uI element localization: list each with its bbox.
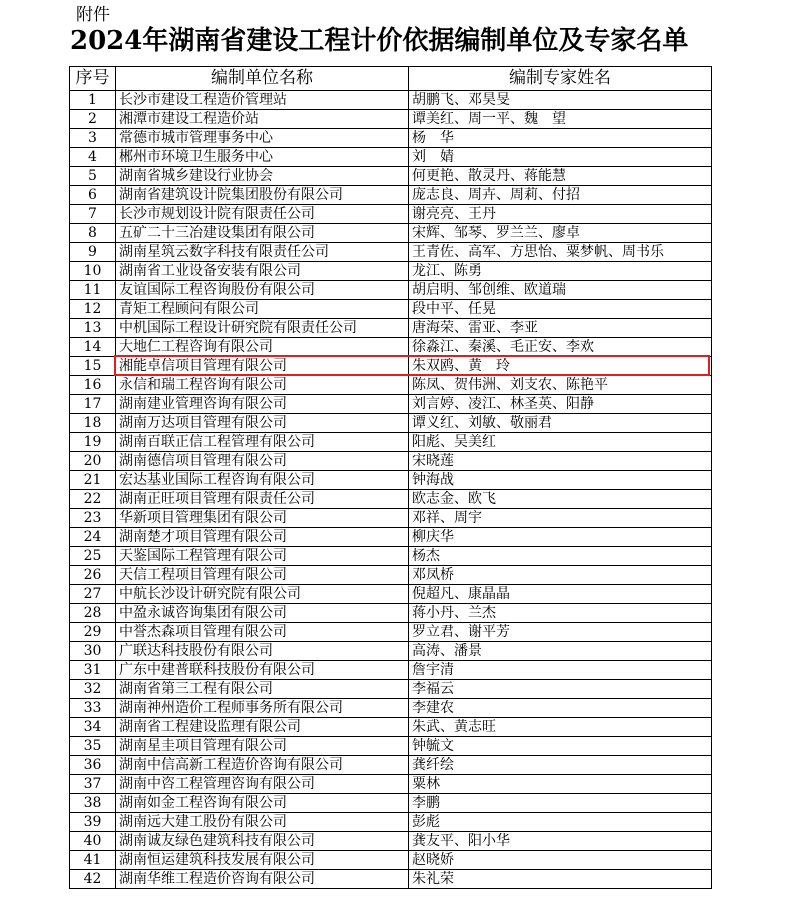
expert-names-cell: 阳彪、吴美红	[409, 433, 712, 452]
expert-names-cell: 刘 婧	[409, 148, 712, 167]
serial-number-cell: 37	[70, 775, 116, 794]
table-row	[70, 604, 712, 623]
unit-name-cell: 友谊国际工程咨询股份有限公司	[116, 281, 409, 300]
serial-number-cell: 6	[70, 186, 116, 205]
unit-name-cell: 湘潭市建设工程造价站	[116, 110, 409, 129]
serial-number-cell: 9	[70, 243, 116, 262]
expert-names-cell: 杨杰	[409, 547, 712, 566]
table-row	[70, 452, 712, 471]
table-row	[70, 376, 712, 395]
serial-number-cell: 16	[70, 376, 116, 395]
serial-number-cell: 11	[70, 281, 116, 300]
table-row	[70, 129, 712, 148]
expert-names-cell: 彭彪	[409, 813, 712, 832]
expert-names-cell: 欧志金、欧飞	[409, 490, 712, 509]
expert-names-cell: 宋辉、邹琴、罗兰兰、廖卓	[409, 224, 712, 243]
expert-names-cell: 陈凤、贺伟洲、刘支农、陈艳平	[409, 376, 712, 395]
unit-name-cell: 湖南省建筑设计院集团股份有限公司	[116, 186, 409, 205]
expert-names-cell: 杨 华	[409, 129, 712, 148]
serial-number-cell: 4	[70, 148, 116, 167]
table-row	[70, 338, 712, 357]
serial-number-cell: 30	[70, 642, 116, 661]
serial-number-cell: 2	[70, 110, 116, 129]
expert-names-cell: 谢亮亮、王丹	[409, 205, 712, 224]
unit-name-cell: 湖南百联正信工程管理有限公司	[116, 433, 409, 452]
serial-number-cell: 38	[70, 794, 116, 813]
serial-number-cell: 15	[70, 357, 116, 376]
expert-names-cell: 刘言婷、凌江、林圣英、阳静	[409, 395, 712, 414]
unit-name-cell: 湖南省工业设备安装有限公司	[116, 262, 409, 281]
expert-names-cell: 唐海荣、雷亚、李亚	[409, 319, 712, 338]
serial-number-cell: 1	[70, 91, 116, 110]
table-row	[70, 148, 712, 167]
table-row	[70, 357, 712, 376]
unit-name-cell: 湖南省城乡建设行业协会	[116, 167, 409, 186]
expert-names-cell: 朱双鸥、黄 玲	[409, 357, 712, 376]
expert-names-cell: 李建农	[409, 699, 712, 718]
expert-names-cell: 何更艳、散灵丹、蒋能慧	[409, 167, 712, 186]
unit-name-cell: 华新项目管理集团有限公司	[116, 509, 409, 528]
table-row	[70, 490, 712, 509]
table-row	[70, 623, 712, 642]
table-header-row	[70, 67, 712, 91]
unit-name-cell: 广联达科技股份有限公司	[116, 642, 409, 661]
table-row	[70, 433, 712, 452]
unit-name-cell: 中航长沙设计研究院有限公司	[116, 585, 409, 604]
unit-name-cell: 宏达基业国际工程咨询有限公司	[116, 471, 409, 490]
table-row	[70, 737, 712, 756]
expert-names-cell: 钟毓文	[409, 737, 712, 756]
table-row	[70, 870, 712, 889]
serial-number-cell: 14	[70, 338, 116, 357]
expert-list-table	[69, 66, 712, 889]
unit-name-cell: 天鉴国际工程管理有限公司	[116, 547, 409, 566]
table-row	[70, 718, 712, 737]
expert-names-cell: 李福云	[409, 680, 712, 699]
table-row	[70, 91, 712, 110]
unit-name-cell: 湖南省第三工程有限公司	[116, 680, 409, 699]
unit-name-cell: 湖南星圭项目管理有限公司	[116, 737, 409, 756]
unit-name-cell: 湖南华维工程造价咨询有限公司	[116, 870, 409, 889]
table-row	[70, 585, 712, 604]
expert-names-cell: 龚友平、阳小华	[409, 832, 712, 851]
attachment-label: 附件	[76, 5, 110, 25]
serial-number-cell: 24	[70, 528, 116, 547]
serial-number-cell: 10	[70, 262, 116, 281]
expert-names-cell: 龚纤绘	[409, 756, 712, 775]
unit-name-cell: 中誉杰森项目管理有限公司	[116, 623, 409, 642]
serial-number-cell: 39	[70, 813, 116, 832]
serial-number-cell: 22	[70, 490, 116, 509]
unit-name-cell: 湖南星筑云数字科技有限责任公司	[116, 243, 409, 262]
table-row	[70, 509, 712, 528]
serial-number-cell: 40	[70, 832, 116, 851]
unit-name-cell: 中盈永诚咨询集团有限公司	[116, 604, 409, 623]
table-row	[70, 186, 712, 205]
unit-name-cell: 长沙市规划设计院有限责任公司	[116, 205, 409, 224]
unit-name-cell: 长沙市建设工程造价管理站	[116, 91, 409, 110]
unit-name-cell: 青矩工程顾问有限公司	[116, 300, 409, 319]
serial-number-cell: 3	[70, 129, 116, 148]
unit-name-cell: 湖南德信项目管理有限公司	[116, 452, 409, 471]
table-body	[70, 91, 712, 889]
expert-names-cell: 蒋小丹、兰杰	[409, 604, 712, 623]
expert-names-cell: 龙江、陈勇	[409, 262, 712, 281]
header-expert-names: 编制专家姓名	[409, 67, 712, 91]
unit-name-cell: 郴州市环境卫生服务中心	[116, 148, 409, 167]
serial-number-cell: 23	[70, 509, 116, 528]
table-row	[70, 319, 712, 338]
unit-name-cell: 湖南中信高新工程造价咨询有限公司	[116, 756, 409, 775]
expert-names-cell: 李鹏	[409, 794, 712, 813]
expert-names-cell: 王青佐、高军、方思怡、粟梦帆、周书乐	[409, 243, 712, 262]
unit-name-cell: 湖南神州造价工程师事务所有限公司	[116, 699, 409, 718]
unit-name-cell: 湖南省工程建设监理有限公司	[116, 718, 409, 737]
serial-number-cell: 25	[70, 547, 116, 566]
table-row	[70, 528, 712, 547]
table-row	[70, 471, 712, 490]
table-row	[70, 262, 712, 281]
table-row	[70, 414, 712, 433]
unit-name-cell: 天信工程项目管理有限公司	[116, 566, 409, 585]
serial-number-cell: 34	[70, 718, 116, 737]
serial-number-cell: 33	[70, 699, 116, 718]
unit-name-cell: 湖南中咨工程管理咨询有限公司	[116, 775, 409, 794]
serial-number-cell: 41	[70, 851, 116, 870]
unit-name-cell: 中机国际工程设计研究院有限责任公司	[116, 319, 409, 338]
table-row	[70, 851, 712, 870]
expert-names-cell: 段中平、任晃	[409, 300, 712, 319]
expert-names-cell: 邓凤桥	[409, 566, 712, 585]
unit-name-cell: 常德市城市管理事务中心	[116, 129, 409, 148]
serial-number-cell: 18	[70, 414, 116, 433]
unit-name-cell: 湖南远大建工股份有限公司	[116, 813, 409, 832]
unit-name-cell: 湖南诚友绿色建筑科技有限公司	[116, 832, 409, 851]
expert-names-cell: 徐淼江、秦溪、毛正安、李欢	[409, 338, 712, 357]
expert-names-cell: 罗立君、谢平芳	[409, 623, 712, 642]
expert-names-cell: 柳庆华	[409, 528, 712, 547]
table-row	[70, 794, 712, 813]
unit-name-cell: 湖南如金工程咨询有限公司	[116, 794, 409, 813]
table-row	[70, 642, 712, 661]
serial-number-cell: 28	[70, 604, 116, 623]
header-unit-name: 编制单位名称	[116, 67, 409, 91]
table-row	[70, 661, 712, 680]
table-row	[70, 699, 712, 718]
serial-number-cell: 27	[70, 585, 116, 604]
unit-name-cell: 湘能卓信项目管理有限公司	[116, 357, 409, 376]
serial-number-cell: 20	[70, 452, 116, 471]
serial-number-cell: 12	[70, 300, 116, 319]
table-row	[70, 832, 712, 851]
serial-number-cell: 8	[70, 224, 116, 243]
table-row	[70, 756, 712, 775]
table-row	[70, 243, 712, 262]
serial-number-cell: 26	[70, 566, 116, 585]
table-row	[70, 300, 712, 319]
unit-name-cell: 广东中建普联科技股份有限公司	[116, 661, 409, 680]
unit-name-cell: 五矿二十三冶建设集团有限公司	[116, 224, 409, 243]
serial-number-cell: 21	[70, 471, 116, 490]
serial-number-cell: 17	[70, 395, 116, 414]
expert-names-cell: 倪超凡、康晶晶	[409, 585, 712, 604]
expert-names-cell: 朱武、黄志旺	[409, 718, 712, 737]
serial-number-cell: 29	[70, 623, 116, 642]
unit-name-cell: 湖南正旺项目管理有限责任公司	[116, 490, 409, 509]
unit-name-cell: 湖南恒运建筑科技发展有限公司	[116, 851, 409, 870]
expert-names-cell: 钟海战	[409, 471, 712, 490]
table-row	[70, 205, 712, 224]
unit-name-cell: 大地仁工程咨询有限公司	[116, 338, 409, 357]
table-row	[70, 281, 712, 300]
expert-names-cell: 邓祥、周宇	[409, 509, 712, 528]
serial-number-cell: 35	[70, 737, 116, 756]
table-row	[70, 813, 712, 832]
serial-number-cell: 31	[70, 661, 116, 680]
table-row	[70, 395, 712, 414]
serial-number-cell: 42	[70, 870, 116, 889]
table-row	[70, 110, 712, 129]
unit-name-cell: 湖南万达项目管理有限公司	[116, 414, 409, 433]
expert-names-cell: 庞志良、周卉、周莉、付招	[409, 186, 712, 205]
unit-name-cell: 永信和瑞工程咨询有限公司	[116, 376, 409, 395]
unit-name-cell: 湖南建业管理咨询有限公司	[116, 395, 409, 414]
table-row	[70, 167, 712, 186]
expert-names-cell: 粟林	[409, 775, 712, 794]
serial-number-cell: 7	[70, 205, 116, 224]
expert-names-cell: 高涛、潘景	[409, 642, 712, 661]
expert-names-cell: 朱礼荣	[409, 870, 712, 889]
expert-names-cell: 谭美红、周一平、魏 望	[409, 110, 712, 129]
serial-number-cell: 13	[70, 319, 116, 338]
table-row	[70, 775, 712, 794]
expert-names-cell: 谭义红、刘敏、敬丽君	[409, 414, 712, 433]
document-title: 2024年湖南省建设工程计价依据编制单位及专家名单	[70, 26, 689, 56]
table-row	[70, 566, 712, 585]
serial-number-cell: 32	[70, 680, 116, 699]
header-serial-number: 序号	[70, 67, 116, 91]
table-row	[70, 547, 712, 566]
expert-names-cell: 胡启明、邹创维、欧道瑞	[409, 281, 712, 300]
expert-names-cell: 胡鹏飞、邓昊旻	[409, 91, 712, 110]
serial-number-cell: 36	[70, 756, 116, 775]
table-row	[70, 680, 712, 699]
expert-names-cell: 赵晓娇	[409, 851, 712, 870]
expert-names-cell: 詹宇清	[409, 661, 712, 680]
expert-names-cell: 宋晓莲	[409, 452, 712, 471]
serial-number-cell: 5	[70, 167, 116, 186]
unit-name-cell: 湖南楚才项目管理有限公司	[116, 528, 409, 547]
table-row	[70, 224, 712, 243]
serial-number-cell: 19	[70, 433, 116, 452]
